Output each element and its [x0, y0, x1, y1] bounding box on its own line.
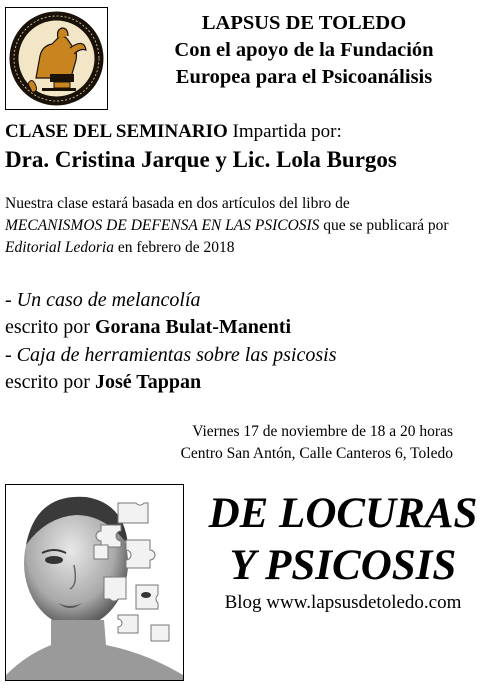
face-puzzle-image	[5, 484, 184, 681]
presenters: Dra. Cristina Jarque y Lic. Lola Burgos	[5, 147, 397, 172]
event-details	[181, 421, 453, 465]
article-1-title-line	[5, 287, 201, 313]
org-name: LAPSUS DE TOLEDO	[201, 12, 407, 34]
blog-url: Blog www.lapsusdetoledo.com	[224, 592, 462, 613]
support-line-1: Con el apoyo de la Fundación	[174, 39, 434, 61]
book-title: MECANISMOS DE DEFENSA EN LAS PSICOSIS	[5, 217, 320, 234]
dash: -	[5, 344, 17, 366]
event-place: Centro San Antón, Calle Canteros 6, Toledo	[180, 445, 453, 462]
title-line-1: DE LOCURAS	[208, 490, 478, 537]
article-2-title: Caja de herramientas sobre las psicosis	[16, 344, 337, 366]
seminar-label: CLASE DEL SEMINARIO	[5, 121, 228, 142]
article-1-author-line	[5, 314, 291, 340]
article-1-author: Gorana Bulat-Manenti	[94, 316, 292, 338]
written-by: escrito por	[5, 316, 95, 338]
article-1-title: Un caso de melancolía	[16, 289, 201, 311]
publisher: Editorial Ledoria	[5, 239, 114, 256]
organization-header	[124, 10, 484, 91]
logo-frame	[5, 7, 108, 110]
dash: -	[5, 289, 17, 311]
intro-paragraph	[5, 193, 495, 259]
event-date: Viernes 17 de noviembre de 18 a 20 horas	[192, 423, 453, 440]
main-title	[192, 488, 494, 592]
article-2-author-line	[5, 369, 201, 395]
intro-text-2: que se publicará por	[319, 217, 449, 234]
lapsus-logo	[6, 8, 107, 109]
written-by: escrito por	[5, 371, 95, 393]
article-2-author: José Tappan	[94, 371, 202, 393]
title-line-2: Y PSICOSIS	[229, 542, 457, 589]
seminar-line	[5, 121, 342, 143]
intro-text-3: en febrero de 2018	[113, 239, 235, 256]
seminar-by: Impartida por:	[227, 121, 342, 142]
support-line-2: Europea para el Psicoanálisis	[175, 66, 433, 88]
article-2-title-line	[5, 342, 337, 368]
intro-text-1: Nuestra clase estará basada en dos artículos del libro de	[5, 195, 350, 212]
face-puzzle-image-icon	[6, 485, 183, 680]
